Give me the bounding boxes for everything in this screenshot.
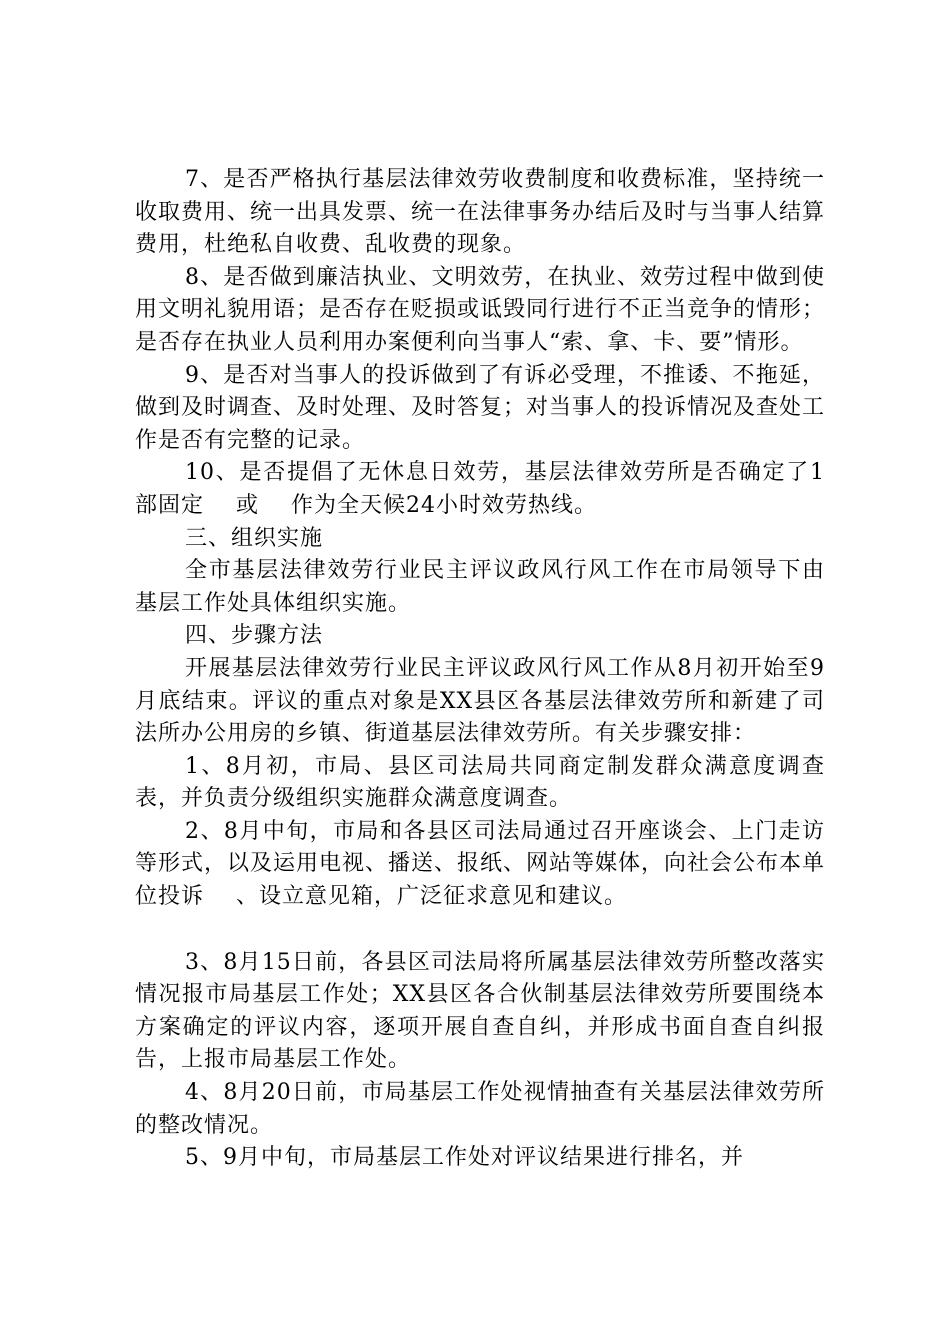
paragraph-step-1: 1、8月初，市局、县区司法局共同商定制发群众满意度调查表，并负责分级组织实施群众满意度调查。 [135,753,825,812]
section-heading-steps: 四、步骤方法 [185,623,324,649]
paragraph-item-7: 7、是否严格执行基层法律效劳收费制度和收费标准，坚持统一收取费用、统一出具发票、统一在法律事务办结后及时与当事人结算费用，杜绝私自收费、乱收费的现象。 [135,167,826,258]
paragraph-steps-intro: 开展基层法律效劳行业民主评议政风行风工作从8月初开始至9月底结束。评议的重点对象是XX县区各基层法律效劳所和新建了司法所办公用房的乡镇、街道基层法律效劳所。有关步骤安排： [135,655,825,747]
document-body [135,164,825,1175]
paragraph-item-9: 9、是否对当事人的投诉做到了有诉必受理，不推诿、不拖延，做到及时调查、及时处理、及时答复；对当事人的投诉情况及查处工作是否有完整的记录。 [135,362,826,453]
section-heading-organization: 三、组织实施 [185,525,324,551]
paragraph-step-5: 5、9月中旬，市局基层工作处对评议结果进行排名，并 [185,1145,744,1171]
paragraph-organization: 全市基层法律效劳行业民主评议政风行风工作在市局领导下由基层工作处具体组织实施。 [135,558,825,616]
paragraph-step-2: 2、8月中旬，市局和各县区司法局通过召开座谈会、上门走访等形式，以及运用电视、播送、报纸、网站等媒体，向社会公布本单位投诉 、设立意见箱，广泛征求意见和建议。 [135,818,826,910]
paragraph-item-10: 10、是否提倡了无休息日效劳，基层法律效劳所是否确定了1部固定 或 作为全天候24小时效劳热线。 [135,460,825,518]
paragraph-step-4: 4、8月20日前，市局基层工作处视情抽查有关基层法律效劳所的整改情况。 [135,1080,825,1138]
paragraph-item-8: 8、是否做到廉洁执业、文明效劳，在执业、效劳过程中做到使用文明礼貌用语；是否存在贬损或诋毁同行进行不正当竞争的情形；是否存在执业人员利用办案便利向当事人“索、拿、卡、要”情形。 [135,264,826,355]
paragraph-gap [135,914,825,947]
paragraph-step-3: 3、8月15日前，各县区司法局将所属基层法律效劳所整改落实情况报市局基层工作处；XX县区各合伙制基层法律效劳所要围绕本方案确定的评议内容，逐项开展自查自纠，并形成书面自查自纠报告，上报市局基层工作处。 [135,949,825,1073]
